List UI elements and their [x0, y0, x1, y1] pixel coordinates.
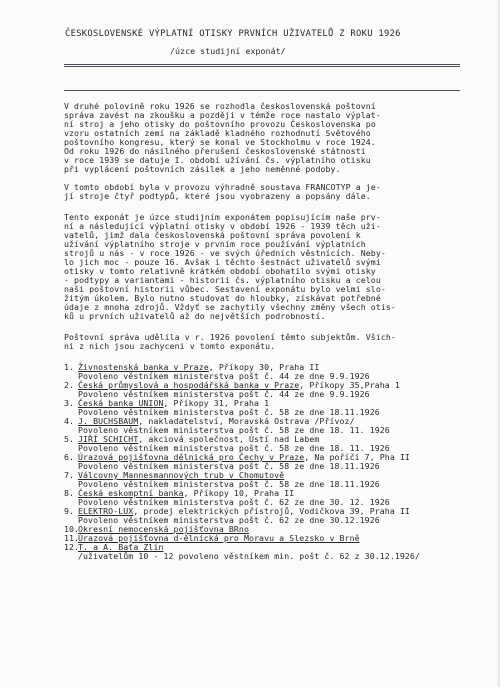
para3-line: otisky v tomto relativně krátkém období obohatilo svými otisky: [64, 266, 376, 276]
footer-note: /uživatelům 10 - 12 povoleno věstníkem min. pošt č. 62 z 30.12.1926/: [78, 551, 420, 561]
permit-line: Povoleno věstníkem ministerstva pošt č. 58 ze dne 18. 11. 1926: [78, 425, 390, 435]
intro-line: Od roku 1926 do násilného přerušení československé státnosti: [64, 146, 366, 156]
para3-line: ní a následující výplatní otisky v období 1926 - 1939 těch uži-: [64, 221, 381, 231]
permit-line: Povoleno věstníkem ministerstva pošt č. 62 ze dne 30.12.1926: [78, 515, 380, 525]
user-details: , Příkopy 35,Praha 1: [299, 380, 400, 390]
para3-line: lo jich moc - pouze 16. Avšak i těchto šestnáct uživatelů svými: [64, 257, 381, 267]
permit-line: Povoleno věstníkem ministerstva pošt č. 58 ze dne 18.11.1926: [78, 461, 380, 471]
para3-line: žitým úkolem. Bylo nutno studovat do hloubky, získávat potřebné: [64, 293, 381, 303]
intro-line: při vyplácení poštovních zásilek a jeho neměnné podoby.: [64, 164, 341, 174]
user-details: , akciová společnost, Ústí nad Labem: [138, 434, 320, 444]
item-number: 8.: [64, 488, 75, 498]
intro-line: vzoru ostatních zemí na základě kladného rozhodnutí Světového: [64, 128, 371, 138]
intro-line: V druhé polovině roku 1926 se rozhodla československá poštovní: [64, 101, 376, 111]
para3-line: údaje z mnoha zdrojů. Vždyť se zachytily všechny změny všech otis-: [64, 302, 396, 312]
intro-line: poštovního kongresu, který se konal ve Stockholmu v roce 1924.: [64, 137, 376, 147]
user-name: T. a A. Baťa Zlín: [78, 542, 164, 552]
para2-line: jí stroje čtyř podtypů, které jsou vyobrazeny a popsány dále.: [64, 191, 371, 201]
para3-line: ků u prvních uživatelů až do největších podrobností.: [64, 311, 326, 321]
para3-line: naši poštovní historii vůbec. Sestavení exponátu bylo velmi slo-: [64, 284, 386, 294]
permit-line: Povoleno věstníkem ministerstva pošt č. 58 ze dne 18.11.1926: [78, 407, 380, 417]
item-number: 4.: [64, 416, 75, 426]
permit-line: Povoleno věstníkem ministerstva pošt č. 58 ze dne 18.11.1926: [78, 479, 380, 489]
user-details: , nakladatelství, Moravská Ostrava /Přívoz/: [138, 416, 355, 426]
user-name: Válcovny Mannesmannových trub v Chomutově: [78, 470, 285, 480]
item-number: 10.: [64, 524, 80, 534]
user-details: , prodej elektrických přístrojů, Vodičkova 39, Praha II: [133, 506, 410, 516]
permit-line: Povoleno věstníkem ministerstva pošt č. 58 ze dne 18. 11. 1926: [78, 443, 390, 453]
item-number: 5.: [64, 434, 75, 444]
item-number: 6.: [64, 452, 75, 462]
user-name: J. BUCHSBAUM: [78, 416, 139, 426]
para4-line: Poštovní správa udělila v r. 1926 povolení těmto subjektům. Všich-: [64, 332, 396, 342]
intro-line: ní stroj a jeho otisky do poštovního provozu Československa po: [64, 119, 376, 129]
item-number: 3.: [64, 398, 75, 408]
section-divider: [64, 90, 460, 91]
intro-line: v roce 1939 se datuje I. období užívání čs. výplatního otisku: [64, 155, 371, 165]
user-name: Česká průmyslová a hospodářská banka v Praze: [78, 380, 300, 390]
header-divider: [64, 64, 460, 67]
para2-line: V tomto období byla v provozu výhradně soustava FRANCOTYP a je-: [64, 182, 381, 192]
permit-line: Povoleno věstníkem ministerstva pošt č. 44 ze dne 9.9.1926: [78, 389, 370, 399]
user-name: Česká eskomptní banka: [78, 488, 184, 498]
user-details: , Příkopy 30, Praha II: [208, 362, 320, 372]
permit-line: Povoleno věstníkem ministerstva pošt č. 62 ze dne 30. 12. 1926: [78, 497, 390, 507]
user-name: Úrazová pojišťovna d-ělnická pro Moravu a Slezsko v Brně: [78, 533, 360, 543]
intro-line: správa zavést na zkoušku a později v témže roce nastalo výplat-: [64, 110, 381, 120]
item-number: 11.: [64, 533, 80, 543]
item-number: 2.: [64, 380, 75, 390]
user-name: Úrazová pojišťovna dělnická pro Čechy v Praze: [78, 452, 305, 462]
user-details: , Příkopy 10, Praha II: [183, 488, 295, 498]
user-details: , Příkopy 31, Praha 1: [163, 398, 270, 408]
user-name: Živnostenská banka v Praze: [78, 362, 209, 372]
para3-line: Tento exponát je úzce studijním exponátem popisujícím naše prv-: [64, 212, 381, 222]
user-name: ELEKTRO-LUX: [78, 506, 134, 516]
para3-line: užívání výplatního stroje v prvním roce používání výplatních: [64, 239, 366, 249]
item-number: 9.: [64, 506, 75, 516]
para3-line: - podtypy a variantami - historii čs. výplatního otisku a celou: [64, 275, 381, 285]
user-details: , Na poříčí 7, Pha II: [304, 452, 410, 462]
document-title: ČESKOSLOVENSKÉ VÝPLATNÍ OTISKY PRVNÍCH UŽIVATELŮ Z ROKU 1926: [65, 29, 401, 39]
user-name: JIŘÍ SCHICHT: [78, 434, 139, 444]
item-number: 12.: [64, 542, 80, 552]
para3-line: strojů u nás - v roce 1926 - ve svých úředních věstnících. Neby-: [64, 248, 386, 258]
para3-line: vatelů, jimž dala československá poštovní správa povolení k: [64, 230, 361, 240]
permit-line: Povoleno věstníkem ministerstva pošt č. 44 ze dne 9.9.1926: [78, 371, 370, 381]
item-number: 7.: [64, 470, 75, 480]
para4-line: ni z nich jsou zachyceni v tomto exponátu.: [64, 341, 276, 351]
item-number: 1.: [64, 362, 75, 372]
user-name: Okresní nemocenská pojišťovna BRno: [78, 524, 249, 534]
document-subtitle: /úzce studijní exponát/: [170, 46, 286, 56]
user-name: Česká banka UNION: [78, 398, 164, 408]
